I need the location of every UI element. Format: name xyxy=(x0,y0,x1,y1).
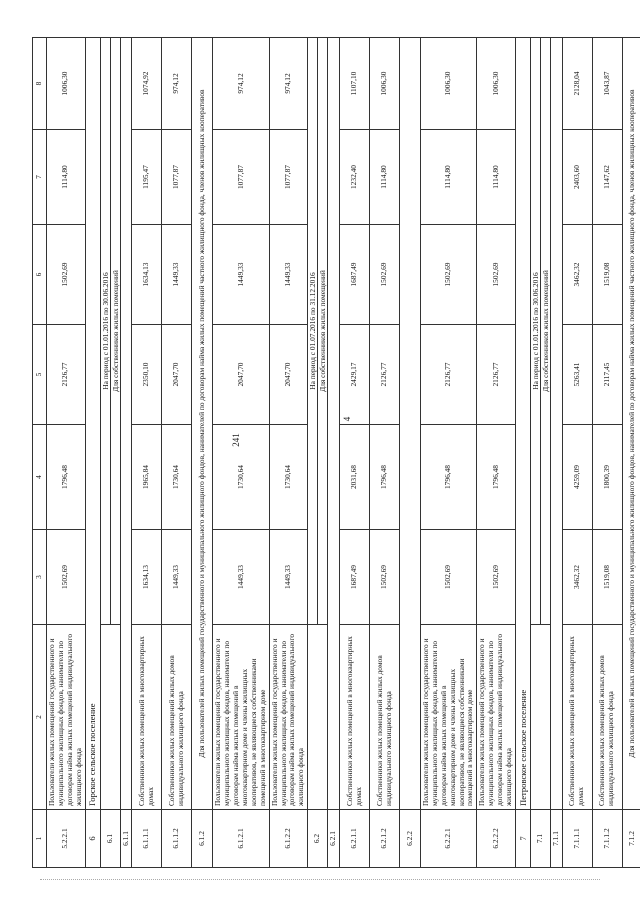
row-code: 6.2.2.2 xyxy=(477,810,516,868)
value-cell: 1687,49 xyxy=(340,530,370,625)
table-row xyxy=(340,38,370,868)
value-cell: 2126,77 xyxy=(477,325,516,425)
value-cell: 1449,33 xyxy=(269,530,308,625)
section-title: Горское сельское поселение xyxy=(85,38,100,810)
note-text xyxy=(400,38,421,810)
value-cell: 1114,80 xyxy=(370,130,400,225)
page-number: 241 xyxy=(231,433,241,447)
value-cell: 1730,64 xyxy=(162,425,192,530)
value-cell: 5263,41 xyxy=(562,325,592,425)
value-cell: 974,12 xyxy=(213,38,269,130)
row-code: 5.2.2.1 xyxy=(47,810,86,868)
period-code: 7.1 xyxy=(530,810,550,868)
value-cell: 1147,62 xyxy=(592,130,622,225)
value-cell: 2350,10 xyxy=(132,325,162,425)
value-cell: 1502,69 xyxy=(370,530,400,625)
value-cell: 2126,77 xyxy=(370,325,400,425)
table-row xyxy=(370,38,400,868)
note-text: Для пользователей жилых помещений государственного и муниципального жилищного фондов, нанимателей по договорам найма жилых помещений частного жилищного фонда, членов жилищных кооперативов xyxy=(192,38,213,810)
value-cell: 1502,69 xyxy=(370,225,400,325)
section-title: Петровское сельское поселение xyxy=(515,38,530,810)
period-cell xyxy=(308,38,328,625)
row-label: Собственники жилых помещений жилых домов индивидуального жилищного фонда xyxy=(592,625,622,810)
row-label: Пользователи жилых помещений государственного и муниципального жилищных фондов, наниматели по договорам найма жилых помещений в многоквартирном доме и члены жилищных кооперативов, не являющиеся собственниками помещений в многоквартирном доме xyxy=(421,625,477,810)
note-row xyxy=(192,38,213,868)
value-cell: 1232,40 xyxy=(340,130,370,225)
band-code: 6.1.1 xyxy=(120,810,132,868)
header-cell: 4 xyxy=(33,425,47,530)
period-blank xyxy=(100,625,120,810)
table-row xyxy=(269,38,308,868)
header-row xyxy=(33,38,47,868)
value-cell: 1043,87 xyxy=(592,38,622,130)
row-label: Собственники жилых помещений жилых домов индивидуального жилищного фонда xyxy=(370,625,400,810)
value-cell: 1449,33 xyxy=(162,530,192,625)
table-row xyxy=(562,38,592,868)
row-label: Пользователи жилых помещений государственного и муниципального жилищных фондов, наниматели по договорам найма жилых помещений индивидуального жилищного фонда xyxy=(477,625,516,810)
table-row xyxy=(132,38,162,868)
value-cell: 2031,68 xyxy=(340,425,370,530)
value-cell: 1114,80 xyxy=(47,130,86,225)
period-cell xyxy=(530,38,550,625)
row-code: 6.2.1.1 xyxy=(340,810,370,868)
value-cell: 1502,69 xyxy=(421,225,477,325)
owners-label: Для собственников жилых помещений xyxy=(317,38,327,624)
table-row xyxy=(421,38,477,868)
table-body xyxy=(33,38,640,868)
value-cell: 1114,80 xyxy=(421,130,477,225)
value-cell: 1077,87 xyxy=(213,130,269,225)
band-label xyxy=(550,38,562,810)
note-code: 7.1.2 xyxy=(622,810,640,868)
row-label: Пользователи жилых помещений государственного и муниципального жилищных фондов, наниматели по договорам найма жилых помещений индивидуального жилищного фонда xyxy=(47,625,86,810)
row-code: 7.1.1.1 xyxy=(562,810,592,868)
value-cell: 1006,30 xyxy=(477,38,516,130)
period-blank xyxy=(530,625,550,810)
section-row xyxy=(85,38,100,868)
value-cell: 1730,64 xyxy=(213,425,269,530)
row-code: 6.1.1.2 xyxy=(162,810,192,868)
note-row xyxy=(622,38,640,868)
table-row xyxy=(47,38,86,868)
band-code: 6.2.1 xyxy=(328,810,340,868)
value-cell: 2126,77 xyxy=(421,325,477,425)
row-code: 6.2.1.2 xyxy=(370,810,400,868)
note-row xyxy=(400,38,421,868)
period-label: На период с 01.07.2016 по 31.12.2016 xyxy=(308,272,318,390)
value-cell: 1449,33 xyxy=(213,225,269,325)
value-cell: 1634,13 xyxy=(132,530,162,625)
header-cell: 8 xyxy=(33,38,47,130)
value-cell: 1502,69 xyxy=(47,530,86,625)
value-cell: 3462,32 xyxy=(562,530,592,625)
value-cell: 2128,04 xyxy=(562,38,592,130)
band-label xyxy=(328,38,340,810)
value-cell: 4259,09 xyxy=(562,425,592,530)
table-row xyxy=(162,38,192,868)
value-cell: 1449,33 xyxy=(162,225,192,325)
row-code: 6.1.2.2 xyxy=(269,810,308,868)
period-label: На период с 01.01.2016 по 30.06.2016 xyxy=(100,272,110,390)
section-code: 7 xyxy=(515,810,530,868)
period-label: На период с 01.01.2016 по 30.06.2016 xyxy=(530,272,540,390)
value-cell: 1730,64 xyxy=(269,425,308,530)
period-row xyxy=(100,38,120,868)
value-cell: 974,12 xyxy=(269,38,308,130)
owners-label: Для собственников жилых помещений xyxy=(110,38,120,624)
value-cell: 974,12 xyxy=(162,38,192,130)
header-cell: 5 xyxy=(33,325,47,425)
value-cell: 1965,84 xyxy=(132,425,162,530)
value-cell: 1449,33 xyxy=(269,225,308,325)
section-row xyxy=(515,38,530,868)
value-cell: 1077,87 xyxy=(269,130,308,225)
table-row xyxy=(477,38,516,868)
value-cell: 2047,70 xyxy=(162,325,192,425)
value-cell: 1796,48 xyxy=(370,425,400,530)
value-cell: 1800,39 xyxy=(592,425,622,530)
value-cell: 1195,47 xyxy=(132,130,162,225)
value-cell: 1502,69 xyxy=(477,225,516,325)
bottom-rule xyxy=(40,879,600,880)
value-cell: 1502,69 xyxy=(421,530,477,625)
row-label: Собственники жилых помещений в многоквартирных домах xyxy=(562,625,592,810)
value-cell: 2126,77 xyxy=(47,325,86,425)
value-cell: 2047,70 xyxy=(213,325,269,425)
band-row xyxy=(328,38,340,868)
value-cell: 3462,32 xyxy=(562,225,592,325)
period-code: 6.2 xyxy=(308,810,328,868)
note-code: 6.1.2 xyxy=(192,810,213,868)
header-cell: 3 xyxy=(33,530,47,625)
row-label: Собственники жилых помещений в многоквартирных домах xyxy=(132,625,162,810)
section-code: 6 xyxy=(85,810,100,868)
period-row xyxy=(530,38,550,868)
tariff-table xyxy=(32,37,640,868)
value-cell: 1796,48 xyxy=(477,425,516,530)
row-code: 6.1.1.1 xyxy=(132,810,162,868)
value-cell: 1519,08 xyxy=(592,225,622,325)
row-label: Собственники жилых помещений жилых домов индивидуального жилищного фонда xyxy=(162,625,192,810)
value-cell: 1687,49 xyxy=(340,225,370,325)
value-cell: 1074,92 xyxy=(132,38,162,130)
owners-label: Для собственников жилых помещений xyxy=(540,38,550,624)
value-cell: 1796,48 xyxy=(421,425,477,530)
value-cell: 1077,87 xyxy=(162,130,192,225)
value-cell: 1519,08 xyxy=(592,530,622,625)
band-row xyxy=(120,38,132,868)
value-cell: 1107,10 xyxy=(340,38,370,130)
row-label: Пользователи жилых помещений государственного и муниципального жилищных фондов, наниматели по договорам найма жилых помещений индивидуального жилищного фонда xyxy=(269,625,308,810)
value-cell: 1502,69 xyxy=(47,225,86,325)
value-cell: 2047,70 xyxy=(269,325,308,425)
value-cell: 2403,60 xyxy=(562,130,592,225)
period-blank xyxy=(308,625,328,810)
value-cell: 1449,33 xyxy=(213,530,269,625)
row-code: 6.2.2.1 xyxy=(421,810,477,868)
value-cell: 1502,69 xyxy=(477,530,516,625)
row-label: Пользователи жилых помещений государственного и муниципального жилищных фондов, наниматели по договорам найма жилых помещений в многоквартирном доме и члены жилищных кооперативов, не являющиеся собственниками помещений в многоквартирном доме xyxy=(213,625,269,810)
value-cell: 1006,30 xyxy=(421,38,477,130)
inset-letter: 4 xyxy=(342,416,352,422)
note-text: Для пользователей жилых помещений государственного и муниципального жилищного фондов, нанимателей по договорам найма жилых помещений частного жилищного фонда, членов жилищных кооперативов xyxy=(622,38,640,810)
table-row xyxy=(213,38,269,868)
header-cell: 2 xyxy=(33,625,47,810)
period-code: 6.1 xyxy=(100,810,120,868)
value-cell: 1006,30 xyxy=(47,38,86,130)
header-cell: 7 xyxy=(33,130,47,225)
row-label: Собственники жилых помещений в многоквартирных домах xyxy=(340,625,370,810)
header-cell: 1 xyxy=(33,810,47,868)
period-row xyxy=(308,38,328,868)
band-label xyxy=(120,38,132,810)
row-code: 6.1.2.1 xyxy=(213,810,269,868)
value-cell: 1634,13 xyxy=(132,225,162,325)
table-row xyxy=(592,38,622,868)
band-row xyxy=(550,38,562,868)
period-cell xyxy=(100,38,120,625)
note-code: 6.2.2 xyxy=(400,810,421,868)
value-cell: 1796,48 xyxy=(47,425,86,530)
row-code: 7.1.1.2 xyxy=(592,810,622,868)
value-cell: 1114,80 xyxy=(477,130,516,225)
rotated-tariff-table xyxy=(32,38,637,868)
band-code: 7.1.1 xyxy=(550,810,562,868)
value-cell: 1006,30 xyxy=(370,38,400,130)
value-cell: 2117,45 xyxy=(592,325,622,425)
value-cell: 2429,17 xyxy=(340,325,370,425)
header-cell: 6 xyxy=(33,225,47,325)
